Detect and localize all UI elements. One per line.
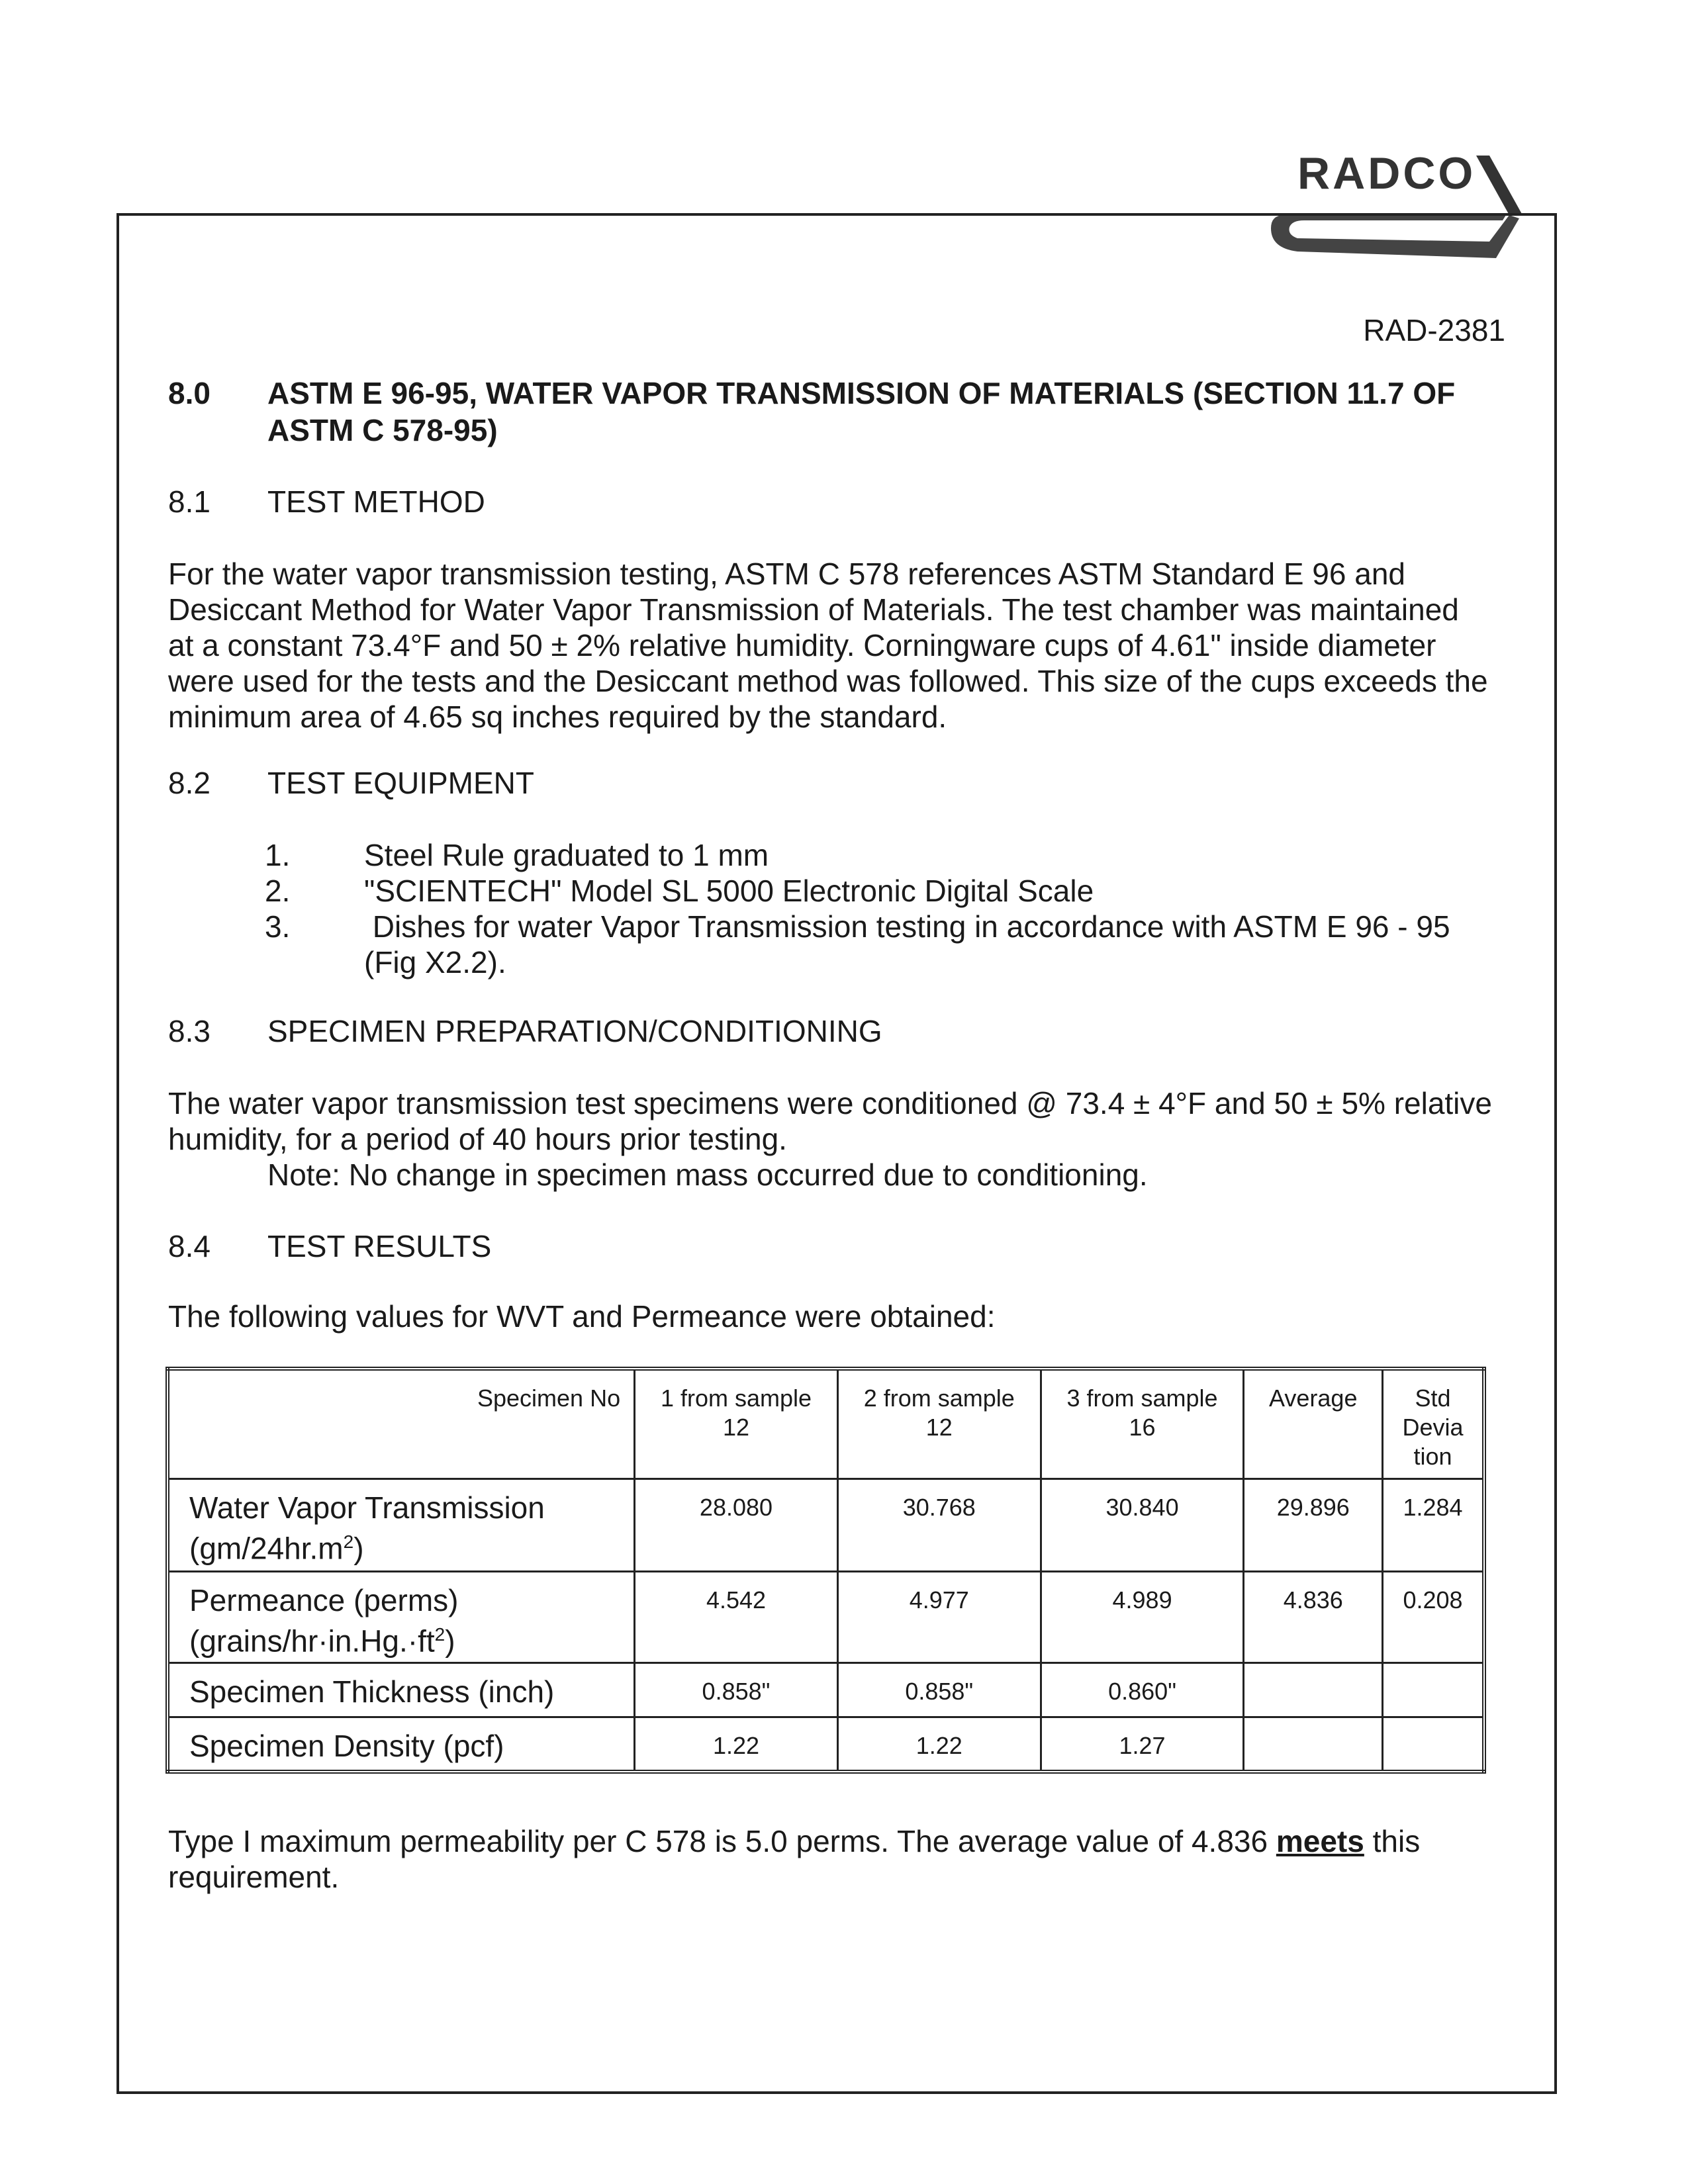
section-number: 8.4 [168,1229,211,1263]
section-title [267,375,1455,449]
paragraph-line: Type I maximum permeability per C 578 is 5.0 perms. The average value of 4.836 meets this [168,1824,1421,1858]
paragraph-line: For the water vapor transmission testing, ASTM C 578 references ASTM Standard E 96 and [168,557,1405,591]
paragraph-line: at a constant 73.4°F and 50 ± 2% relative humidity. Corningware cups of 4.61" inside diameter [168,628,1436,662]
header-col-1: 1 from sample 12 [635,1369,838,1479]
list-item [265,873,1450,909]
list-number: 1. [265,838,291,872]
list-text-continued: (Fig X2.2). [364,945,506,979]
paragraph-line: humidity, for a period of 40 hours prior testing. [168,1122,787,1156]
section-title: SPECIMEN PREPARATION/CONDITIONING [267,1014,882,1048]
row-label-density: Specimen Density (pcf) [167,1717,635,1772]
note-line: Note: No change in specimen mass occurred due to conditioning. [267,1158,1148,1192]
list-text: "SCIENTECH" Model SL 5000 Electronic Digital Scale [364,874,1094,908]
table-cell: 30.768 [837,1479,1041,1572]
test-method-paragraph [168,556,1525,735]
header-col-2: 2 from sample 12 [837,1369,1041,1479]
conditioning-paragraph [168,1085,1525,1193]
table-cell: 4.836 [1244,1572,1383,1663]
list-number: 2. [265,874,291,908]
table-cell: 0.860" [1041,1663,1244,1717]
table-cell: 1.22 [635,1717,838,1772]
paragraph-line: requirement. [168,1860,340,1894]
header-col-3: 3 from sample 16 [1041,1369,1244,1479]
table-cell: 29.896 [1244,1479,1383,1572]
table-cell: 4.542 [635,1572,838,1663]
section-title: TEST EQUIPMENT [267,766,534,800]
table-cell: 1.284 [1383,1479,1484,1572]
paragraph-line: were used for the tests and the Desiccant method was followed. This size of the cups exceeds the [168,664,1488,698]
table-row [167,1572,1484,1663]
header-std-deviation: Std Devia tion [1383,1369,1484,1479]
table-cell: 4.977 [837,1572,1041,1663]
results-table [165,1367,1486,1774]
table-cell: 28.080 [635,1479,838,1572]
table-cell [1383,1717,1484,1772]
document-id: RAD-2381 [1363,313,1505,347]
table-cell: 1.22 [837,1717,1041,1772]
header-specimen-no: Specimen No [167,1369,635,1479]
results-intro: The following values for WVT and Permeance were obtained: [168,1299,996,1334]
meets-emphasis: meets [1276,1824,1364,1858]
section-number: 8.2 [168,766,211,800]
paragraph-line: Desiccant Method for Water Vapor Transmission of Materials. The test chamber was maintained [168,592,1459,627]
table-row [167,1479,1484,1572]
table-cell [1244,1717,1383,1772]
table-header-row [167,1369,1484,1479]
table-cell: 4.989 [1041,1572,1244,1663]
table-row [167,1663,1484,1717]
table-row [167,1717,1484,1772]
header-average: Average [1244,1369,1383,1479]
table-cell: 30.840 [1041,1479,1244,1572]
list-number: 3. [265,909,291,944]
list-item [265,837,1450,873]
list-text: Steel Rule graduated to 1 mm [364,838,769,872]
paragraph-line: The water vapor transmission test specimens were conditioned @ 73.4 ± 4°F and 50 ± 5% relative [168,1086,1492,1120]
list-text: Dishes for water Vapor Transmission testing in accordance with ASTM E 96 - 95 [364,909,1450,944]
table-cell: 0.858" [837,1663,1041,1717]
table-cell [1383,1663,1484,1717]
section-number: 8.1 [168,484,211,519]
section-number: 8.0 [168,376,211,410]
row-label-wvt: Water Vapor Transmission $(gm/24hr.m^2)$ [167,1479,635,1572]
list-item [265,909,1450,980]
table-cell: 0.208 [1383,1572,1484,1663]
paragraph-line: minimum area of 4.65 sq inches required by the standard. [168,700,947,734]
table-cell: 0.858" [635,1663,838,1717]
table-cell [1244,1663,1383,1717]
section-title-line1: ASTM E 96-95, WATER VAPOR TRANSMISSION OF MATERIALS (SECTION 11.7 OF [267,376,1456,410]
row-label-thickness: Specimen Thickness (inch) [167,1663,635,1717]
row-label-permeance: Permeance (perms) $(grains/hr\cdot in.Hg.\cdot ft^2)$ [167,1572,635,1663]
equipment-list [265,837,1450,980]
table-cell: 1.27 [1041,1717,1244,1772]
logo-text: RADCO [1297,148,1476,199]
conclusion-paragraph [168,1823,1525,1895]
section-number: 8.3 [168,1014,211,1048]
section-title-line2: ASTM C 578-95) [267,413,498,447]
section-title: TEST METHOD [267,484,485,519]
section-title: TEST RESULTS [267,1229,492,1263]
